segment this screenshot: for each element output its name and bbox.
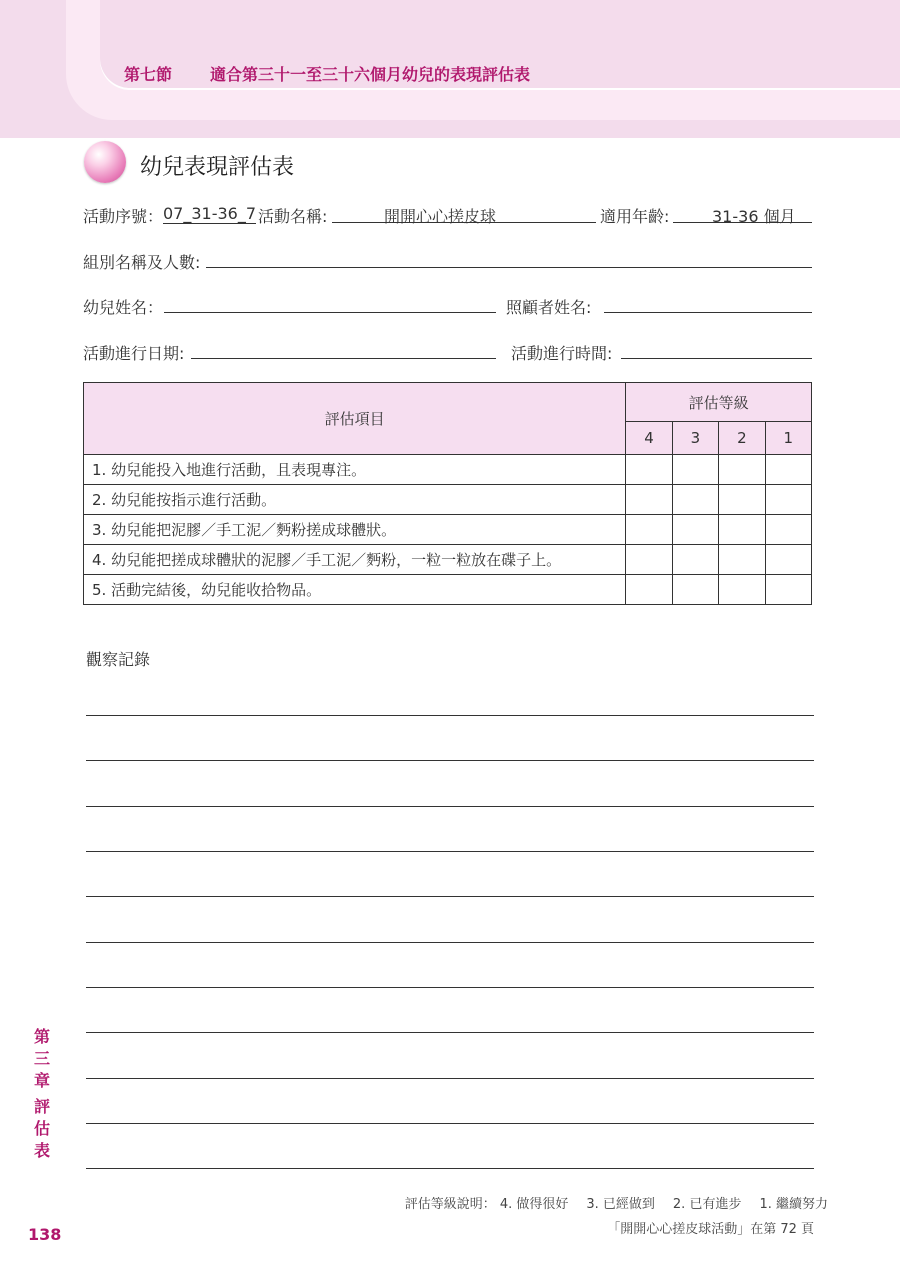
level-header: 2 — [719, 422, 765, 455]
table-row — [84, 455, 812, 485]
section-number: 第七節 — [124, 65, 173, 84]
age-label: 適用年齡: — [600, 207, 670, 226]
observation-line[interactable] — [86, 715, 814, 716]
item-text: 4. 幼兒能把搓成球體狀的泥膠／手工泥／麪粉，一粒一粒放在碟子上。 — [84, 545, 626, 575]
carer-name-field[interactable] — [604, 312, 812, 313]
carer-name-label: 照顧者姓名: — [506, 298, 592, 317]
group-label: 組別名稱及人數: — [83, 253, 201, 272]
table-row — [84, 575, 812, 605]
date-field[interactable] — [191, 358, 496, 359]
pink-ball-icon — [84, 141, 126, 183]
grade-cell[interactable] — [626, 575, 672, 605]
activity-name-label: 活動名稱: — [258, 207, 328, 226]
grade-cell[interactable] — [719, 485, 765, 515]
grade-cell[interactable] — [672, 545, 718, 575]
grade-cell[interactable] — [719, 545, 765, 575]
section-title: 適合第三十一至三十六個月幼兒的表現評估表 — [210, 65, 531, 84]
side-subtitle-label: 評估表 — [33, 1097, 50, 1160]
child-name-field[interactable] — [164, 312, 496, 313]
grade-cell[interactable] — [672, 485, 718, 515]
grade-cell[interactable] — [765, 515, 811, 545]
level-header: 4 — [626, 422, 672, 455]
grade-cell[interactable] — [765, 575, 811, 605]
legend-item: 3. 已經做到 — [586, 1197, 655, 1212]
grade-cell[interactable] — [765, 545, 811, 575]
grade-cell[interactable] — [719, 455, 765, 485]
activity-reference: 「開開心心搓皮球活動」在第 72 頁 — [607, 1222, 814, 1237]
observation-label: 觀察記錄 — [86, 650, 151, 669]
grade-header: 評估等級 — [626, 383, 812, 422]
observation-line[interactable] — [86, 942, 814, 943]
table-row — [84, 515, 812, 545]
item-text: 1. 幼兒能投入地進行活動，且表現專注。 — [84, 455, 626, 485]
observation-line[interactable] — [86, 760, 814, 761]
form-title: 幼兒表現評估表 — [140, 155, 295, 180]
legend-item: 2. 已有進步 — [672, 1197, 742, 1212]
observation-line[interactable] — [86, 806, 814, 807]
grade-cell[interactable] — [719, 575, 765, 605]
item-text: 5. 活動完結後，幼兒能收拾物品。 — [84, 575, 626, 605]
grade-cell[interactable] — [672, 515, 718, 545]
item-text: 2. 幼兒能按指示進行活動。 — [84, 485, 626, 515]
table-row — [84, 545, 812, 575]
child-name-label: 幼兒姓名： — [83, 298, 164, 317]
grade-legend — [405, 1193, 828, 1212]
activity-no-label: 活動序號： — [83, 207, 164, 226]
side-chapter-label: 第三章 — [33, 1027, 50, 1090]
legend-label: 評估等級說明： — [404, 1197, 496, 1212]
date-label: 活動進行日期: — [83, 344, 185, 363]
activity-name-value: 開開心心搓皮球 — [384, 207, 497, 226]
grade-cell[interactable] — [672, 455, 718, 485]
activity-no-value: 07_31-36_7 — [163, 204, 257, 223]
observation-line[interactable] — [86, 1032, 814, 1033]
observation-line[interactable] — [86, 1123, 814, 1124]
grade-cell[interactable] — [719, 515, 765, 545]
grade-cell[interactable] — [672, 575, 718, 605]
group-field[interactable] — [206, 267, 812, 268]
observation-line[interactable] — [86, 1168, 814, 1169]
grade-cell[interactable] — [765, 455, 811, 485]
level-header: 3 — [672, 422, 718, 455]
observation-line[interactable] — [86, 1078, 814, 1079]
legend-item: 1. 繼續努力 — [759, 1197, 828, 1212]
observation-line[interactable] — [86, 896, 814, 897]
grade-cell[interactable] — [765, 485, 811, 515]
page-number: 138 — [28, 1225, 62, 1244]
grade-cell[interactable] — [626, 455, 672, 485]
observation-line[interactable] — [86, 851, 814, 852]
evaluation-table — [83, 382, 812, 605]
time-label: 活動進行時間: — [511, 344, 613, 363]
level-header: 1 — [765, 422, 811, 455]
grade-cell[interactable] — [626, 485, 672, 515]
grade-cell[interactable] — [626, 515, 672, 545]
age-value: 31-36 個月 — [712, 207, 796, 226]
time-field[interactable] — [621, 358, 812, 359]
observation-line[interactable] — [86, 987, 814, 988]
item-text: 3. 幼兒能把泥膠／手工泥／麪粉搓成球體狀。 — [84, 515, 626, 545]
item-header: 評估項目 — [84, 383, 626, 455]
table-row — [84, 485, 812, 515]
grade-cell[interactable] — [626, 545, 672, 575]
legend-item: 4. 做得很好 — [499, 1197, 569, 1212]
